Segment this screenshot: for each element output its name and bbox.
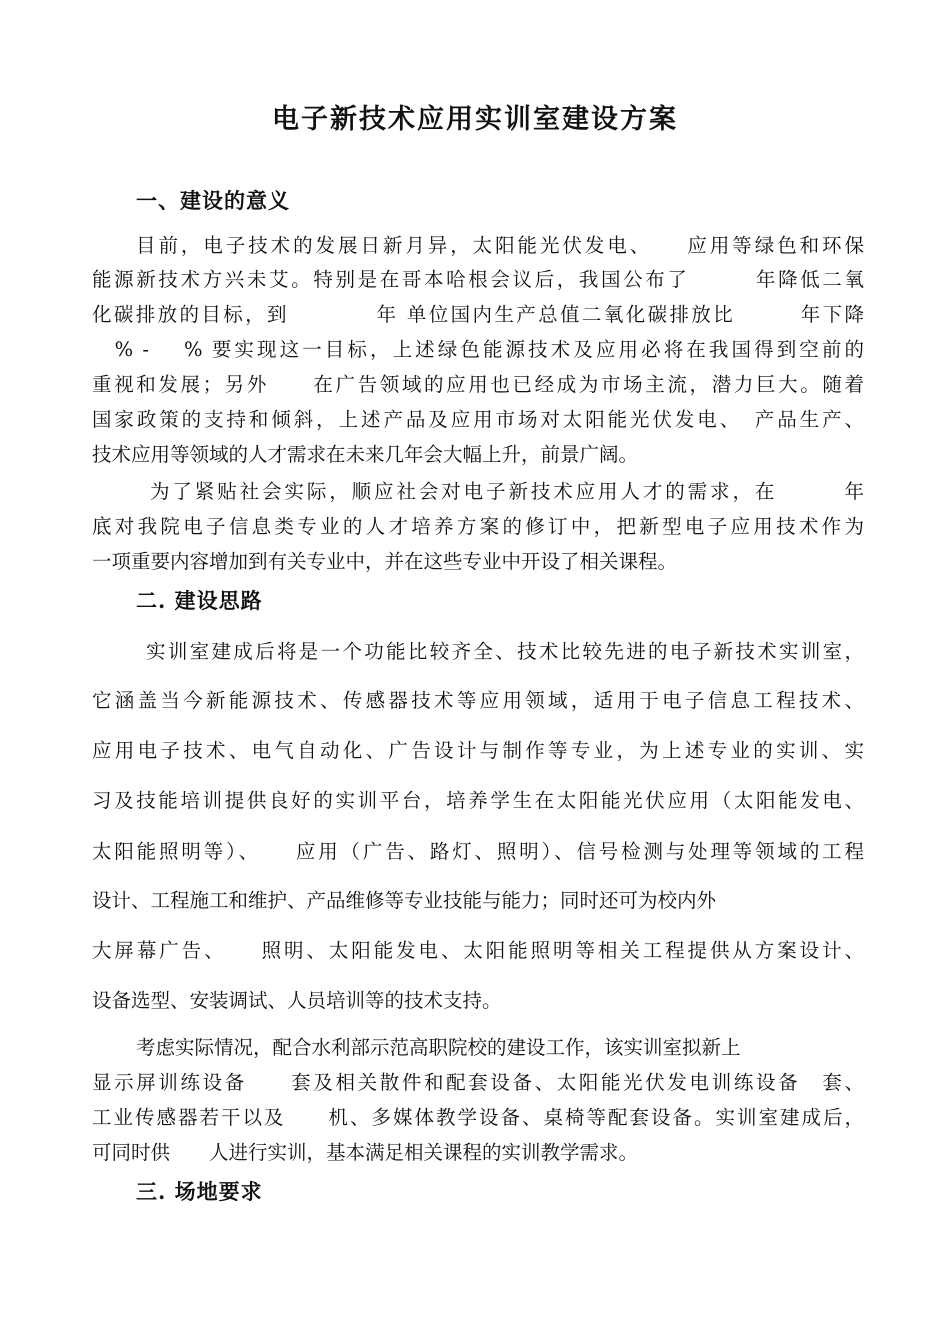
- section-heading-significance: 一、建设的意义: [136, 188, 290, 213]
- paragraph-line: 习及技能培训提供良好的实训平台，培养学生在太阳能光伏应用（太阳能发电、: [92, 789, 864, 812]
- paragraph-line: 太阳能照明等）、 应用（广告、路灯、照明）、信号检测与处理等领域的工程: [92, 840, 864, 863]
- paragraph-line: 设计、工程施工和维护、产品维修等专业技能与能力；同时还可为校内外: [92, 889, 717, 912]
- document-title: 电子新技术应用实训室建设方案: [272, 104, 678, 135]
- paragraph-line: 为了紧贴社会实际，顺应社会对电子新技术应用人才的需求，在 年: [150, 480, 864, 503]
- paragraph-line: 考虑实际情况，配合水利部示范高职院校的建设工作，该实训室拟新上: [136, 1036, 741, 1059]
- section-heading-site-requirements: 三. 场地要求: [136, 1179, 263, 1204]
- paragraph-line: 工业传感器若干以及 机、多媒体教学设备、桌椅等配套设备。实训室建成后，: [92, 1106, 864, 1129]
- paragraph-line: 实训室建成后将是一个功能比较齐全、技术比较先进的电子新技术实训室，: [146, 640, 864, 663]
- paragraph-line: 应用电子技术、电气自动化、广告设计与制作等专业，为上述专业的实训、实: [92, 739, 864, 762]
- paragraph-line: 技术应用等领域的人才需求在未来几年会大幅上升，前景广阔。: [92, 443, 639, 466]
- paragraph-line: 目前，电子技术的发展日新月异，太阳能光伏发电、 应用等绿色和环保: [136, 234, 864, 257]
- paragraph-line: 可同时供 人进行实训，基本满足相关课程的实训教学需求。: [92, 1141, 639, 1164]
- paragraph-line: 能源新技术方兴未艾。特别是在哥本哈根会议后，我国公布了 年降低二氧: [92, 268, 864, 291]
- paragraph-line: 化碳排放的目标，到 年 单位国内生产总值二氧化碳排放比 年下降: [92, 303, 864, 326]
- section-heading-approach: 二. 建设思路: [136, 588, 263, 613]
- paragraph-line: 底对我院电子信息类专业的人才培养方案的修订中，把新型电子应用技术作为: [92, 515, 864, 538]
- paragraph-line: 显示屏训练设备 套及相关散件和配套设备、太阳能光伏发电训练设备 套、: [92, 1071, 864, 1094]
- paragraph-line: 国家政策的支持和倾斜，上述产品及应用市场对太阳能光伏发电、 产品生产、: [92, 408, 864, 431]
- paragraph-line: 重视和发展；另外 在广告领域的应用也已经成为市场主流，潜力巨大。随着: [92, 373, 864, 396]
- paragraph-line: 设备选型、安装调试、人员培训等的技术支持。: [92, 989, 502, 1012]
- paragraph-line: % - % 要实现这一目标，上述绿色能源技术及应用必将在我国得到空前的: [92, 338, 864, 361]
- paragraph-line: 它涵盖当今新能源技术、传感器技术等应用领域，适用于电子信息工程技术、: [92, 689, 864, 712]
- paragraph-line: 一项重要内容增加到有关专业中，并在这些专业中开设了相关课程。: [92, 550, 678, 573]
- paragraph-line: 大屏幕广告、 照明、太阳能发电、太阳能照明等相关工程提供从方案设计、: [92, 939, 864, 962]
